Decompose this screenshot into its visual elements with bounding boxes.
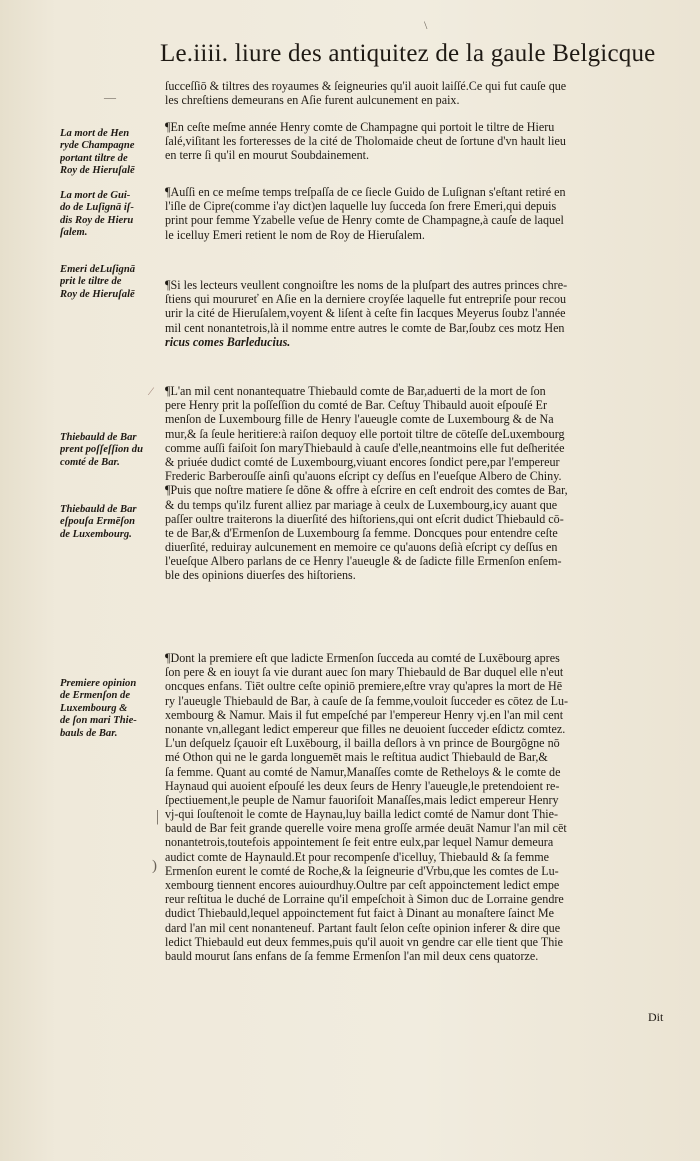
text-line: ſtiens qui mourureť en Aſie en la derniere croyſée laquelle fut entrepriſe pour recou [165,292,567,307]
sidenote-line: Roy de Hieruſalē [60,288,135,300]
text-line: diuerſité, reduiray aulcunement en memoire ce qu'auons deſià eſcript cy deſſus en [165,540,558,555]
text-line: oncques enfans. Tiēt oultre ceſte opiniō premiere,eſtre vray qu'apres la mort de Hē [165,679,563,694]
sidenote-line: bauls de Bar. [60,727,118,739]
sidenote-line: ryde Champagne [60,140,135,152]
sidenote-line: portant tiltre de [60,152,128,164]
text-line: ſalé,viſitant les forteresses de la cité de Tholomaide cheut de ſortune d'vn hault lieu [165,134,566,149]
sidenote-line: do de Luſignā iſ- [60,202,134,214]
text-line: & priuée dudict comté de Luxembourg,viuant encores ſondict pere,par l'empereur [165,454,560,469]
text-line: ¶En ceſte meſme année Henry comte de Champagne qui portoit le tiltre de Hieru [165,120,555,134]
text-line: L'un deſquelz ſçauoir eſt Luxēbourg, il bailla deſlors à vn prince de Bourgõgne nō [165,736,560,751]
text-line: ble des opinions diuerſes des hiſtoriens. [165,568,356,583]
text-line: ſa femme. Quant au comté de Namur,Manaſſes comte de Retheloys & le comte de [165,764,561,779]
sidenote-line: Thiebauld de Bar [60,504,137,515]
paragraph [165,120,675,163]
paragraph [165,185,675,242]
sidenote-line: Premiere opinion [60,678,137,689]
sidenote-line: Roy de Hieruſalē [60,165,135,177]
sidenote-line: La mort de Hen [60,128,130,139]
text-line: ſucceſſiō & tiltres des royaumes & ſeigneuries qu'il auoit laiſſé.Ce qui fut cauſe que [165,79,567,93]
text-line: les chreſtiens demeurans en Aſie furent aulcunement en paix. [165,93,460,108]
text-line: ¶Dont la premiere eſt que ladicte Ermenſon ſucceda au comté de Luxēbourg apres [165,651,560,665]
text-line: nonante vn,allegant ledict empereur que filles ne deuoient ſucceder eſdictz comtez. [165,721,566,736]
text-line: print pour femme Yzabelle veſue de Henry comte de Champagne,à cauſe de laquel [165,213,564,228]
text-line: ſpectiuement,le peuple de Namur fauoriſoit Manaſſes,mais ledict empereur Henry [165,792,559,807]
text-line: reur reſtitua le duché de Lorraine qu'il empeſchoit à Simon duc de Lorraine gendre [165,892,564,907]
sidenote [60,264,162,301]
text-line: ¶L'an mil cent nonantequatre Thiebauld comte de Bar,aduerti de la mort de ſon [165,384,546,398]
paragraph [165,278,675,349]
text-line: & du temps qu'ilz furent alliez par mariage à ceulx de Luxembourg,icy auant que [165,497,558,512]
text-line: bauld de Bar feit grande querelle voire mena groſſe armée deuāt Namur l'an mil cēt [165,821,567,836]
text-line: comme auſſi faiſoit ſon maryThiebauld à cauſe d'elle,neantmoins elle fut deſheritée [165,440,565,455]
sidenote-line: dis Roy de Hieru [60,214,134,226]
text-line: ry l'aueugle Thiebauld de Bar, à cauſe de ſa femme,vouloit ſucceder es cōtez de Lu- [165,693,569,708]
text-line: ¶Si les lecteurs veullent congnoiſtre les noms de la pluſpart des autres princes chre- [165,278,568,292]
sidenote-line: de Ermenſon de [60,690,131,702]
text-line: Ermenſon eurent le comté de Roche,& la ſeigneurie d'Vrbu,que les comtes de Lu- [165,863,559,878]
text-line: ¶Auſſi en ce meſme temps treſpaſſa de ce ſiecle Guido de Luſignan s'eſtant retiré en [165,185,566,199]
text-line: nonantetrois,toutefois appointement ſe feit entre eulx,par lequel Namur demeura [165,835,554,850]
sidenote-line: prit le tiltre de [60,276,122,288]
text-line: Haynaud qui auoient eſpouſé les deux ſeurs de Henry l'aueugle,le pretendoient re- [165,778,560,793]
sidenote-line: ſalem. [60,227,88,239]
sidenote-line: Emeri deLuſignā [60,264,136,275]
sidenote [60,678,162,740]
text-line: urir la cité de Hieruſalem,voyent & liſent à ceſte fin Iacques Meyerus ſoubz l'année [165,306,566,321]
sidenote-line: eſpouſa Ermēſon [60,516,136,528]
text-line: ledict Thiebauld eut deux femmes,puis qu'il auoit vn gendre car elle tient que Thie [165,934,564,949]
text-line: paſſer oultre traiterons la diuerſité des hiſtoriens,qui ont eſcrit dudict Thiebauld cō- [165,511,564,526]
margin-dash: — [104,90,116,104]
sidenote-line: Luxembourg & [60,702,128,714]
text-line: ¶Puis que noſtre matiere ſe dõne & offre à eſcrire en ceſt endroit des comtes de Bar, [165,483,568,498]
text-line: vj-qui ſouſtenoit le comte de Haynau,luy bailla ledict comté de Namur dont Thie- [165,807,559,822]
sidenote [60,504,162,541]
sidenote-line: Thiebauld de Bar [60,432,137,443]
text-line: xembourg & Namur. Mais il fut empeſché par l'empereur Henry vj.en l'an mil cent [165,707,564,722]
sidenote-line: de Luxembourg. [60,528,132,540]
text-line: le icelluy Emeri retient le nom de Roy de Hieruſalem. [165,227,425,242]
catchword: Dit [648,1010,664,1024]
text-line: mé Othon qui ne le garda longuemēt mais le reſtitua audict Thiebauld de Bar,& [165,750,548,765]
text-line: dard l'an mil cent nonanteneuf. Partant fault ſelon ceſte opinion inferer & dire que [165,920,561,935]
text-line: xembourg tiennent encores auiourdhuy.Oultre par ceſt appoinctement ledict empe [165,878,560,892]
text-line: audict comte de Haynauld.Et pour recompenſe d'icelluy, Thiebauld & ſa femme [165,849,550,864]
paragraph [165,651,675,963]
text-line: l'eueſque Albero parlans de ce Henry l'aueugle & de ſadicte fille Ermenſon enſem- [165,554,562,569]
text-line: te de Bar,& d'Ermenſon de Luxembourg ſa femme. Doncques pour entendre ceſte [165,525,558,540]
text-line: l'iſle de Cipre(comme i'ay dict)en laquelle luy ſucceda ſon frere Emeri,qui depuis [165,199,557,214]
text-line: bauld mourut ſans enfans de ſa femme Ermenſon l'an mil deux cens quatorze. [165,948,539,963]
ink-bar: | [156,808,160,825]
text-line: en terre ſi qu'il en mourut Soubdainement. [165,148,370,163]
text-line: mur,& ſa ſeule heritiere:à raiſon dequoy elle portoit tiltre de cōteſſe deLuxembourg [165,426,565,441]
text-line: dudict Thiebauld,lequel appoinctement fut faict à Dinant au monaſtere ſainct Me [165,906,554,921]
sidenote-line: prent poſſeſſion du [60,444,143,456]
sidenote-line: comté de Bar. [60,456,120,468]
sidenote [60,128,162,178]
sidenote-line: de ſon mari Thie- [60,715,137,727]
paragraph [165,384,675,583]
text-line: Frederic Barberouſſe ainſi qu'auons eſcript cy deſſus en l'eueſque Albero de Chiny. [165,469,562,484]
text-line: menſon de Luxembourg fille de Henry l'aueugle comte de Luxembourg & de Na [165,412,554,427]
sidenote [60,190,162,240]
text-line: mil cent nonantetrois,là il nomme entre autres le comte de Bar,ſoubz ces motz Hen [165,320,565,335]
running-title: Le.iiii. liure des antiquitez de la gaule Belgicque [160,40,656,67]
ink-paren: ) [152,858,157,874]
sidenote-line: La mort de Gui- [60,190,131,201]
text-line: pere Henry prit la poſſeſſion du comté de Bar. Ceſtuy Thibauld auoit eſpouſé Er [165,398,547,413]
paragraph [165,79,675,107]
sidenote [60,432,162,469]
margin-mark: \ [424,18,428,32]
text-line: ſon pere & en iouyt ſa vie durant auec ſon mary Thiebauld de Bar duquel elle n'eut [165,665,564,680]
text-line: ricus comes Barleducius. [165,334,291,349]
ink-mark: ⁄ [150,384,153,398]
